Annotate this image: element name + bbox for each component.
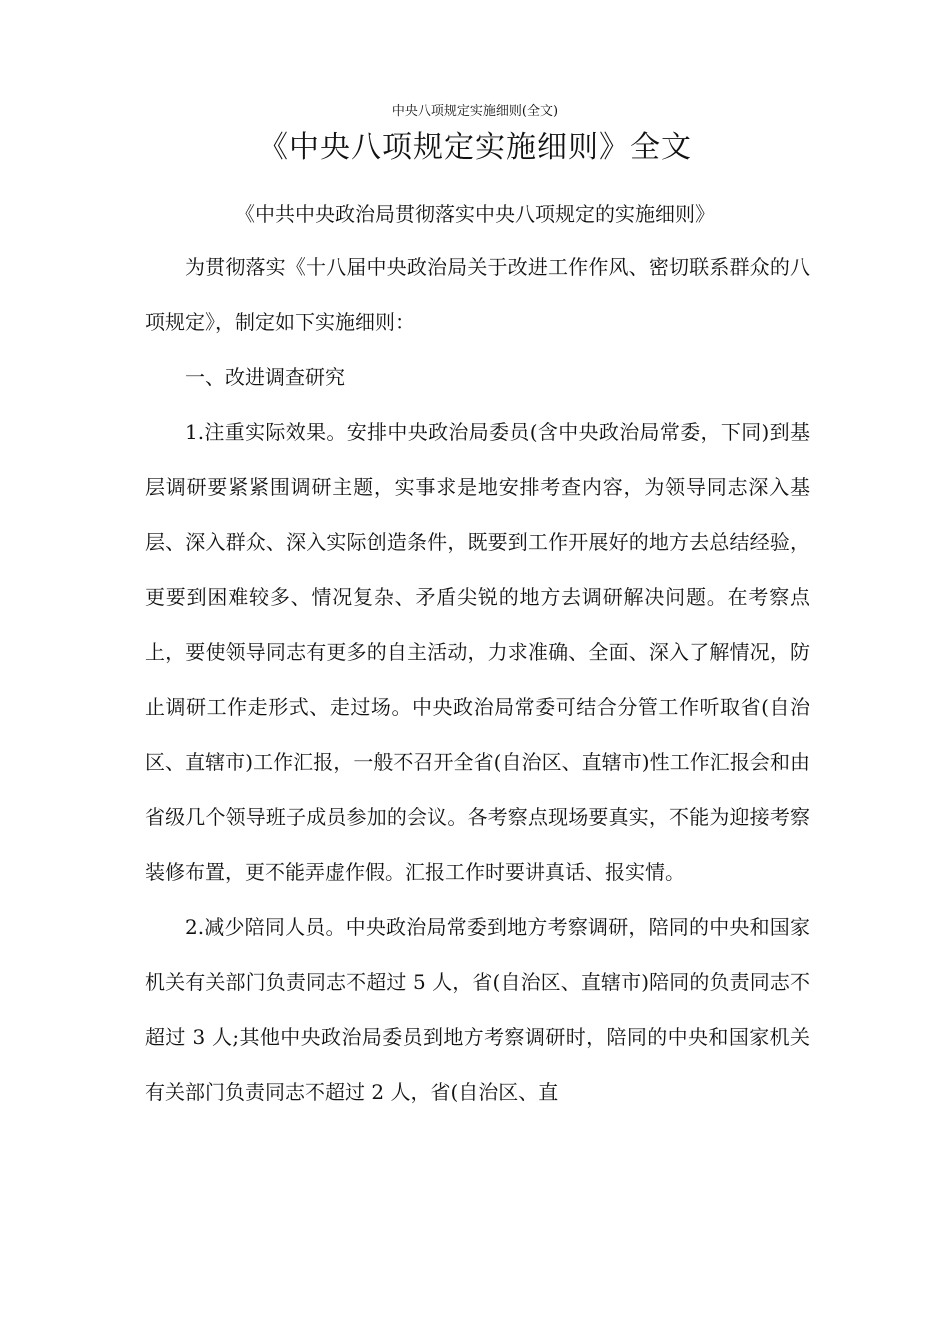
document-body [145,240,810,1120]
running-header: 中央八项规定实施细则(全文) [391,104,559,119]
paragraph-item-2: 2.减少陪同人员。中央政治局常委到地方考察调研，陪同的中央和国家机关有关部门负责同志不超过 5 人，省(自治区、直辖市)陪同的负责同志不超过 3 人;其他中央政治局委员到地方考察调研时，陪同的中央和国家机关有关部门负责同志不超过 2 人，省(自治区、直 [145,915,810,1104]
document-title: 《中央八项规定实施细则》全文 [258,130,692,165]
paragraph-item-1: 1.注重实际效果。安排中央政治局委员(含中央政治局常委，下同)到基层调研要紧紧围调研主题，实事求是地安排考查内容，为领导同志深入基层、深入群众、深入实际创造条件，既要到工作开展好的地方去总结经验，更要到困难较多、情况复杂、矛盾尖锐的地方去调研解决问题。在考察点上，要使领导同志有更多的自主活动，力求准确、全面、深入了解情况，防止调研工作走形式、走过场。中央政治局常委可结合分管工作听取省(自治区、直辖市)工作汇报，一般不召开全省(自治区、直辖市)性工作汇报会和由省级几个领导班子成员参加的会议。各考察点现场要真实，不能为迎接考察装修布置，更不能弄虚作假。汇报工作时要讲真话、报实情。 [145,420,810,884]
section-heading: 一、改进调查研究 [185,365,345,389]
document-subtitle: 《中共中央政治局贯彻落实中央八项规定的实施细则》 [235,202,715,226]
paragraph-intro: 为贯彻落实《十八届中央政治局关于改进工作作风、密切联系群众的八项规定》，制定如下实施细则： [145,255,810,334]
